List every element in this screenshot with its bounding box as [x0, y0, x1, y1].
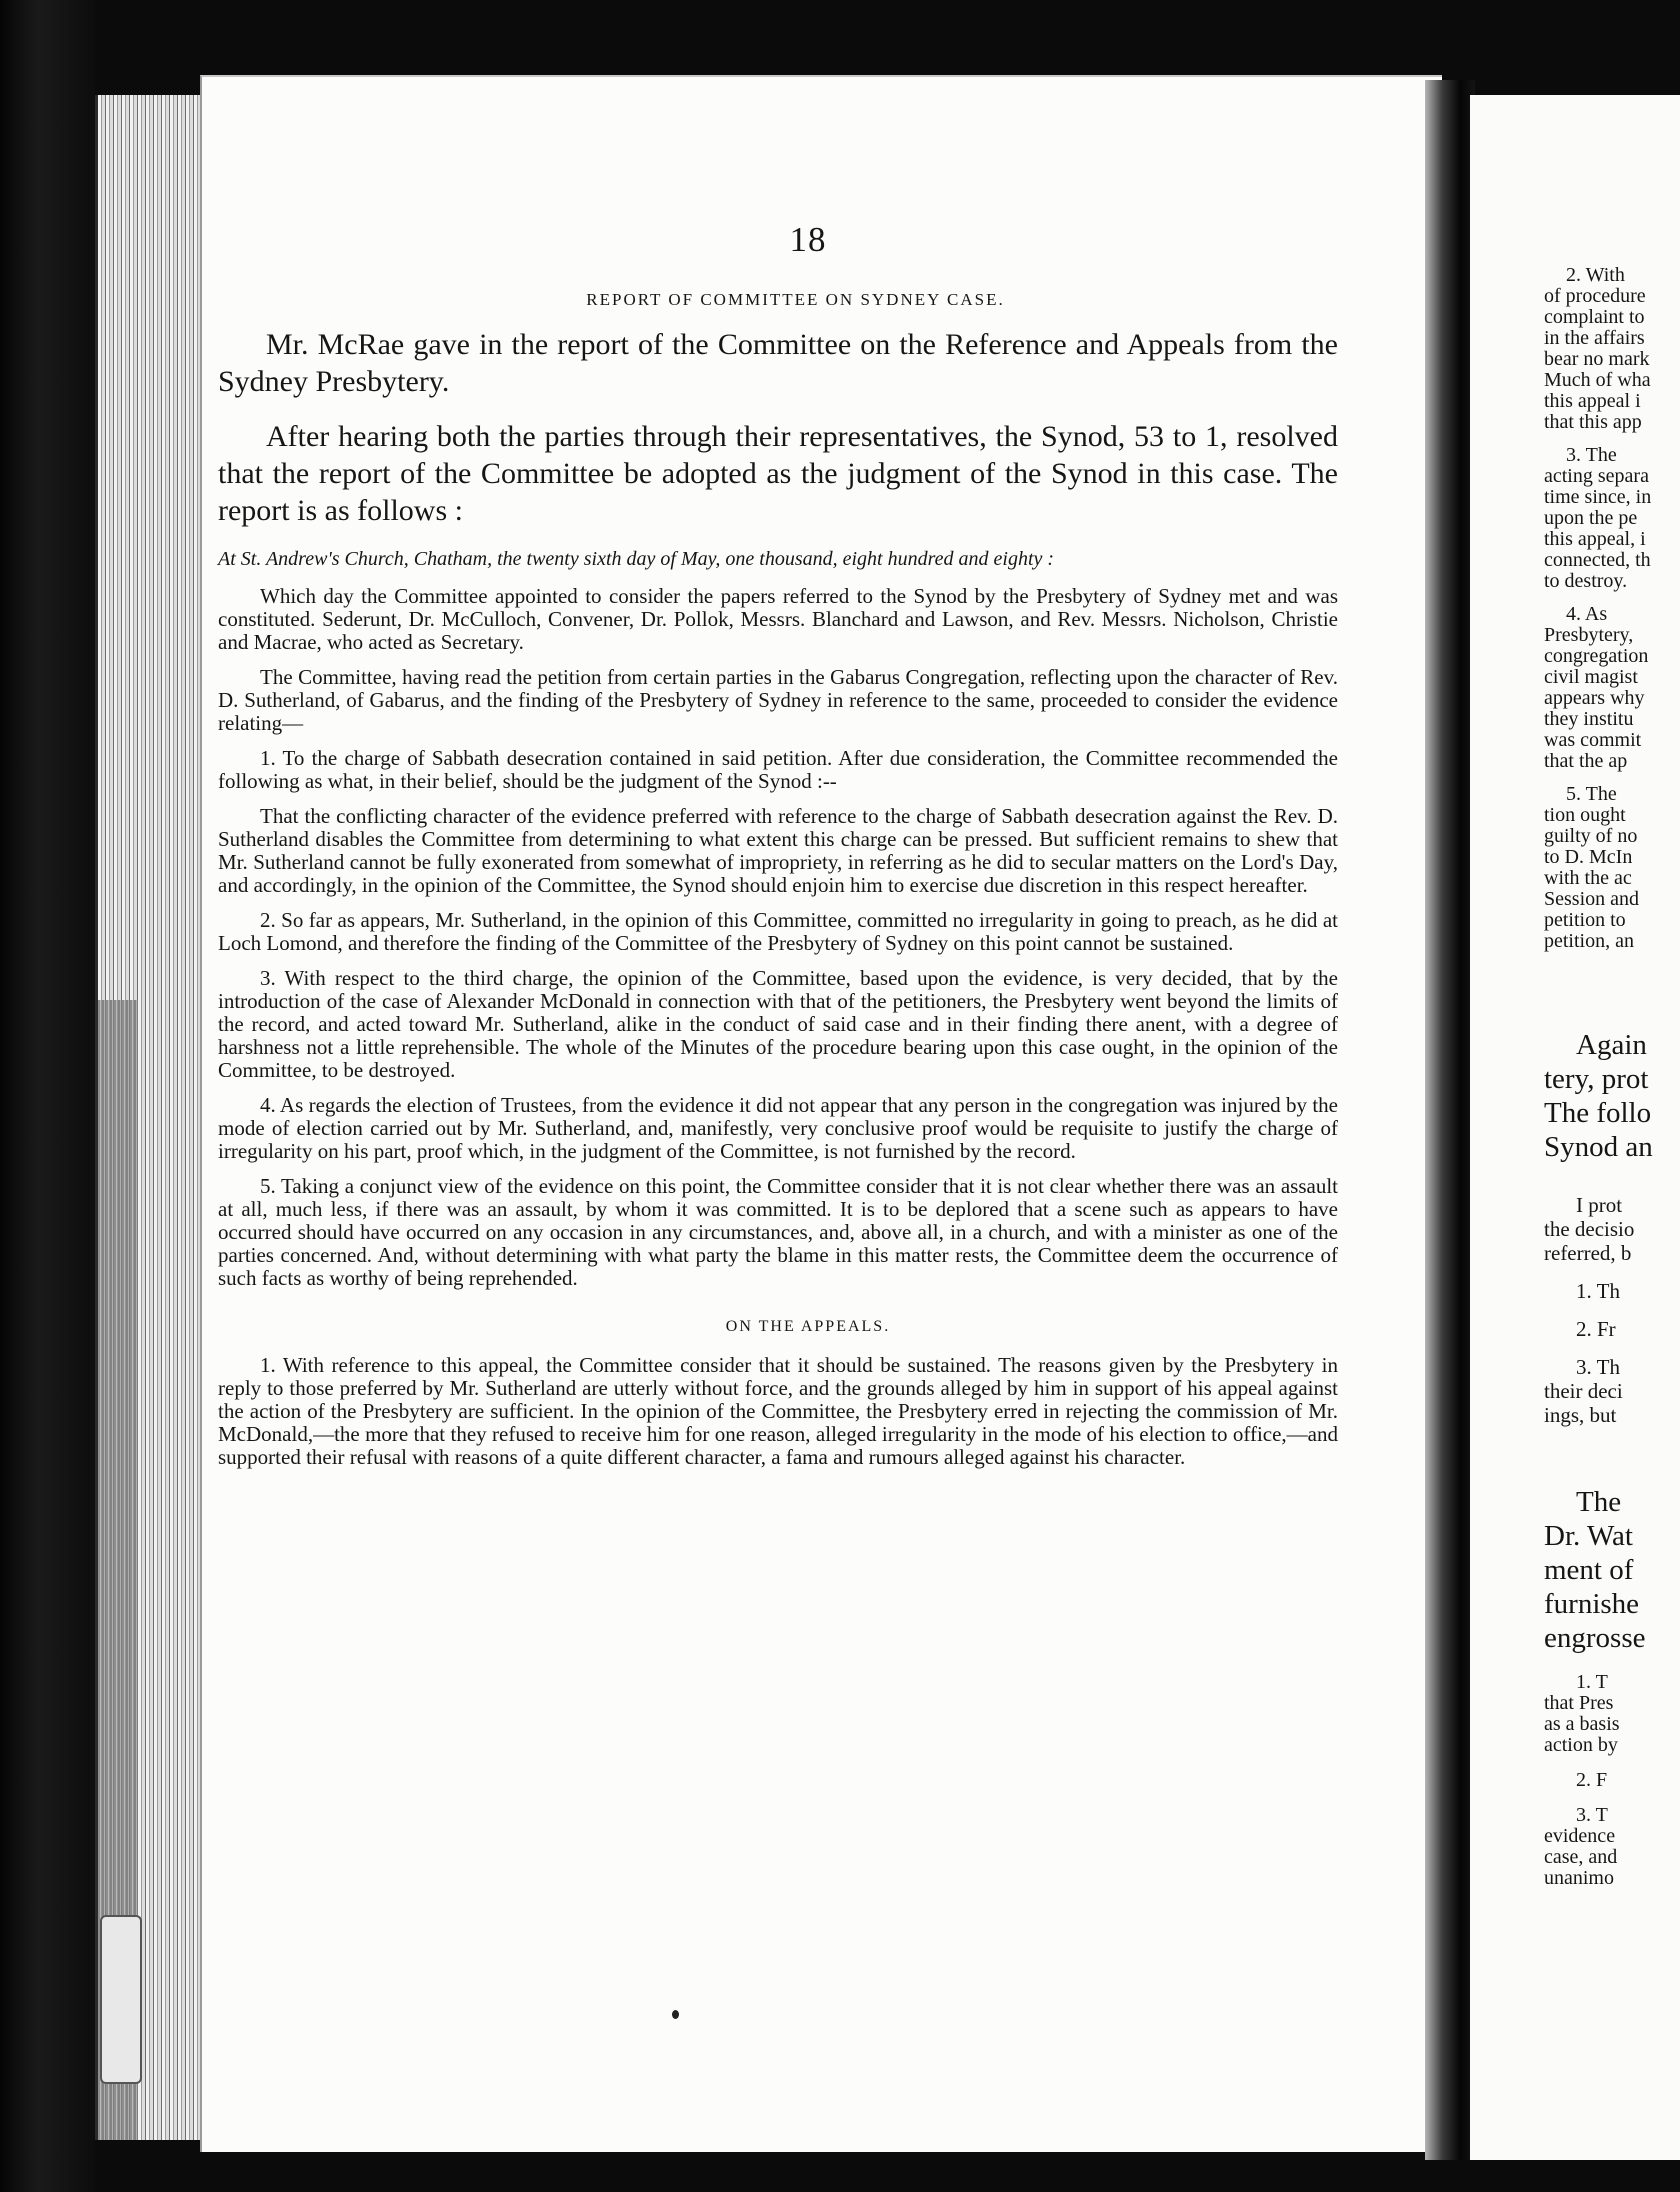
fragment-line: evidence: [1544, 1825, 1616, 1847]
book-gutter: [1425, 80, 1475, 2160]
fragment-line: petition, an: [1544, 930, 1634, 952]
fragment-line: their deci: [1544, 1379, 1623, 1403]
fragment-line: of procedure: [1544, 285, 1646, 307]
fragment-line: connected, th: [1544, 549, 1651, 571]
fragment-line: Synod an: [1544, 1131, 1653, 1163]
paper-clip: [100, 1915, 142, 2084]
facing-fragments-large-2: [1544, 1485, 1680, 1655]
fragment-line: 5. The: [1566, 783, 1617, 805]
report-paragraph: 2. So far as appears, Mr. Sutherland, in the opinion of this Committee, committed no irregularity in going to preach, as he did at Loch Lomond, and therefore the finding of the Committee of the Presbytery of Sydney on this point cannot be sustained.: [218, 908, 1338, 955]
report-paragraph: 5. Taking a conjunct view of the evidence on this point, the Committee consider that it is not clear whether there was an assault at all, much less, if there was an assault, by whom it was committed. It is to be deplored that a scene such as appears to have occurred should have occurred on any occasion in any circumstances, and, above all, in a church, and with a minister as one of the parties concerned. And, without determining with what party the blame in this matter rests, the Committee deem the occurrence of such facts as worthy of being reprehended.: [218, 1174, 1338, 1290]
fragment-line: 2. F: [1576, 1769, 1608, 1791]
fragment-line: 2. With: [1566, 264, 1625, 286]
dateline: At St. Andrew's Church, Chatham, the twenty sixth day of May, one thousand, eight hundred and eighty :: [218, 548, 1055, 570]
ink-dot: [672, 2010, 679, 2019]
fragment-line: action by: [1544, 1734, 1618, 1756]
fragment-line: 4. As: [1566, 603, 1608, 625]
fragment-line: time since, in: [1544, 486, 1652, 508]
fragment-line: that the ap: [1544, 750, 1628, 772]
fragment-line: Dr. Wat: [1544, 1520, 1633, 1552]
fragment-line: upon the pe: [1544, 507, 1638, 529]
report-paragraph: 3. With respect to the third charge, the opinion of the Committee, based upon the evidence, is very decided, that by the introduction of the case of Alexander McDonald in connection with that of the petitioners, the Presbytery went beyond the limits of the record, and acted toward Mr. Sutherland, alike in the conduct of said case and in their finding there anent, with a degree of harshness not a little reprehensible. The whole of the Minutes of the procedure bearing upon this case ought, in the opinion of the Committee, to be destroyed.: [218, 966, 1338, 1082]
lead-paragraph: Mr. McRae gave in the report of the Committee on the Reference and Appeals from the Sydney Presbytery.: [218, 328, 1338, 398]
fragment-line: the decisio: [1544, 1217, 1635, 1241]
fragment-line: that this app: [1544, 411, 1642, 433]
fragment-line: they institu: [1544, 708, 1634, 730]
fragment-line: this appeal i: [1544, 390, 1641, 412]
fragment-line: in the affairs: [1544, 327, 1645, 349]
book-binding: [0, 0, 95, 2192]
section-heading: REPORT OF COMMITTEE ON SYDNEY CASE.: [586, 290, 1005, 309]
fragment-line: that Pres: [1544, 1692, 1614, 1714]
fragment-line: complaint to: [1544, 306, 1645, 328]
fragment-line: The follo: [1544, 1097, 1652, 1129]
facing-fragments-top: [1544, 265, 1680, 952]
fragment-line: was commit: [1544, 729, 1642, 751]
facing-fragments-mid: [1544, 1193, 1680, 1427]
fragment-line: tion ought: [1544, 804, 1626, 826]
fragment-line: tery, prot: [1544, 1063, 1649, 1095]
fragment-line: 3. The: [1566, 444, 1617, 466]
fragment-line: to destroy.: [1544, 570, 1628, 592]
fragment-line: ings, but: [1544, 1403, 1617, 1427]
report-paragraph: Which day the Committee appointed to consider the papers referred to the Synod by the Presbytery of Sydney met and was constituted. Sederunt, Dr. McCulloch, Convener, Dr. Pollok, Messrs. Blanchard and Lawson, and Rev. Messrs. Nicholson, Christie and Macrae, who acted as Secretary.: [218, 584, 1338, 654]
fragment-line: Much of wha: [1544, 369, 1651, 391]
page-content: [218, 220, 1338, 1481]
fragment-line: furnishe: [1544, 1588, 1640, 1620]
fragment-line: to D. McIn: [1544, 846, 1633, 868]
fragment-line: Again: [1576, 1029, 1647, 1061]
report-paragraph: 4. As regards the election of Trustees, from the evidence it did not appear that any person in the congregation was injured by the mode of election carried out by Mr. Sutherland, and, manifestly, very conclusive proof would be requisite to justify the charge of irregularity on his part, proof which, in the judgment of the Committee, is not furnished by the record.: [218, 1093, 1338, 1163]
lead-paragraph: After hearing both the parties through their representatives, the Synod, 53 to 1, resolved that the report of the Committee be adopted as the judgment of the Synod in this case. The report is as follows :: [218, 420, 1338, 527]
fragment-line: Session and: [1544, 888, 1639, 910]
facing-fragments-bottom: [1544, 1672, 1680, 1889]
report-paragraph: 1. To the charge of Sabbath desecration contained in said petition. After due consideration, the Committee recommended the following as what, in their belief, should be the judgment of the Synod :--: [218, 746, 1338, 793]
fragment-line: case, and: [1544, 1846, 1618, 1868]
fragment-line: ment of: [1544, 1554, 1634, 1586]
appeals-heading: ON THE APPEALS.: [725, 1318, 891, 1335]
fragment-line: as a basis: [1544, 1713, 1620, 1735]
fragment-line: bear no mark: [1544, 348, 1650, 370]
fragment-line: appears why: [1544, 687, 1645, 709]
fragment-line: 3. T: [1576, 1804, 1608, 1826]
fragment-line: unanimo: [1544, 1867, 1614, 1889]
page-number: 18: [789, 220, 827, 259]
fragment-line: 2. Fr: [1576, 1317, 1616, 1341]
fragment-line: guilty of no: [1544, 825, 1638, 847]
fragment-line: acting separa: [1544, 465, 1649, 487]
fragment-line: with the ac: [1544, 867, 1632, 889]
fragment-line: I prot: [1576, 1193, 1623, 1217]
fragment-line: The: [1576, 1486, 1622, 1518]
fragment-line: Presbytery,: [1544, 624, 1634, 646]
fragment-line: referred, b: [1544, 1241, 1632, 1265]
appeal-paragraph: 1. With reference to this appeal, the Committee consider that it should be sustained. The reasons given by the Presbytery in reply to those preferred by Mr. Sutherland are utterly without force, and the grounds alleged by him in support of his appeal against the action of the Presbytery are sufficient. In the opinion of the Committee, the Presbytery erred in rejecting the commission of Mr. McDonald,—the more that they refused to receive him for one reason, alleged irregularity in the mode of his election to office,—and supported their refusal with reasons of a quite different character, a fama and rumours alleged against his character.: [218, 1353, 1338, 1469]
fragment-line: this appeal, i: [1544, 528, 1646, 550]
fragment-line: 3. Th: [1576, 1355, 1620, 1379]
fragment-line: engrosse: [1544, 1622, 1646, 1654]
fragment-line: congregation: [1544, 645, 1649, 667]
facing-fragments-large: [1544, 1028, 1680, 1164]
report-paragraph: That the conflicting character of the evidence preferred with reference to the charge of Sabbath desecration against the Rev. D. Sutherland disables the Committee from determining to what extent this charge can be pressed. But sufficient remains to shew that Mr. Sutherland cannot be fully exonerated from somewhat of impropriety, in referring as he did to secular matters on the Lord's Day, and accordingly, in the opinion of the Committee, the Synod should enjoin him to exercise due discretion in this respect hereafter.: [218, 804, 1338, 897]
fragment-line: 1. Th: [1576, 1279, 1620, 1303]
fragment-line: 1. T: [1576, 1671, 1608, 1693]
report-paragraph: The Committee, having read the petition from certain parties in the Gabarus Congregation, reflecting upon the character of Rev. D. Sutherland, of Gabarus, and the finding of the Presbytery of Sydney in reference to the same, proceeded to consider the evidence relating—: [218, 665, 1338, 735]
fragment-line: civil magist: [1544, 666, 1638, 688]
fragment-line: petition to: [1544, 909, 1626, 931]
